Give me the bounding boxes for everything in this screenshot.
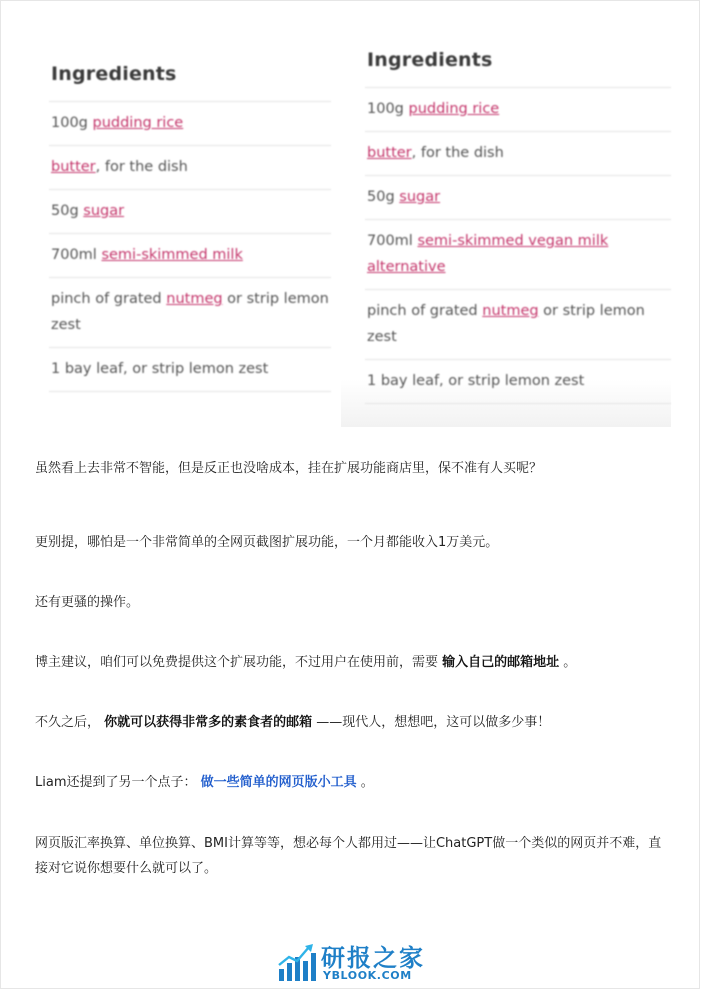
ingredient-link[interactable]: sugar — [83, 203, 125, 219]
bar-chart-logo-icon — [277, 943, 317, 983]
ingredients-title: Ingredients — [51, 63, 177, 85]
ingredient-row: pinch of grated nutmeg or strip lemon zest — [365, 289, 671, 359]
ingredient-link[interactable]: pudding rice — [92, 115, 184, 131]
ingredient-row: 100g pudding rice — [365, 87, 671, 131]
ingredient-link[interactable]: sugar — [399, 189, 441, 205]
web-tools-link[interactable]: 做一些简单的网页版小工具 — [200, 775, 357, 790]
watermark — [277, 941, 437, 985]
ingredient-link[interactable]: nutmeg — [482, 303, 539, 319]
ingredient-row: pinch of grated nutmeg or strip lemon zest — [49, 277, 331, 347]
ingredient-row: 700ml semi-skimmed milk — [49, 233, 331, 277]
ingredient-row: 50g sugar — [49, 189, 331, 233]
ingredient-link[interactable]: nutmeg — [166, 291, 223, 307]
paragraph-3: 还有更骚的操作。 — [35, 595, 140, 610]
watermark-name-cn: 研报之家 — [321, 944, 425, 972]
ingredient-link[interactable]: pudding rice — [408, 101, 500, 117]
ingredients-card-original — [49, 63, 331, 392]
ingredient-link[interactable]: butter — [51, 159, 96, 175]
ingredient-row: butter, for the dish — [365, 131, 671, 175]
recipe-comparison-image — [31, 29, 673, 429]
ingredient-row: 1 bay leaf, or strip lemon zest — [49, 347, 331, 392]
ingredient-row: 1 bay leaf, or strip lemon zest — [365, 359, 671, 404]
ingredient-link[interactable]: semi-skimmed milk — [101, 247, 243, 263]
paragraph-4: 博主建议，咱们可以免费提供这个扩展功能，不过用户在使用前，需要 输入自己的邮箱地址 。 — [35, 655, 577, 670]
watermark-name-en: YBLOOK.COM — [323, 969, 412, 982]
bold-vegan-emails-phrase: 你就可以获得非常多的素食者的邮箱 — [104, 715, 313, 730]
paragraph-2: 更别提，哪怕是一个非常简单的全网页截图扩展功能，一个月都能收入1万美元。 — [35, 535, 499, 550]
bold-email-phrase: 输入自己的邮箱地址 — [442, 655, 560, 670]
ingredients-card-vegan — [365, 49, 671, 404]
paragraph-7: 网页版汇率换算、单位换算、BMI计算等等，想必每个人都用过——让ChatGPT做一个类似的网页并不难，直接对它说你想要什么就可以了。 — [35, 836, 662, 876]
paragraph-1: 虽然看上去非常不智能，但是反正也没啥成本，挂在扩展功能商店里，保不准有人买呢？ — [35, 461, 543, 476]
paragraph-5: 不久之后， 你就可以获得非常多的素食者的邮箱 ——现代人，想想吧，这可以做多少事！ — [35, 715, 551, 730]
ingredient-row: 700ml semi-skimmed vegan milk alternative — [365, 219, 671, 289]
ingredient-link[interactable]: butter — [367, 145, 412, 161]
ingredient-row: 100g pudding rice — [49, 101, 331, 145]
ingredient-link[interactable]: semi-skimmed vegan milk alternative — [367, 233, 609, 275]
ingredient-row: butter, for the dish — [49, 145, 331, 189]
ingredients-title: Ingredients — [367, 49, 493, 71]
ingredient-row: 50g sugar — [365, 175, 671, 219]
paragraph-6: Liam还提到了另一个点子： 做一些简单的网页版小工具 。 — [35, 775, 374, 790]
